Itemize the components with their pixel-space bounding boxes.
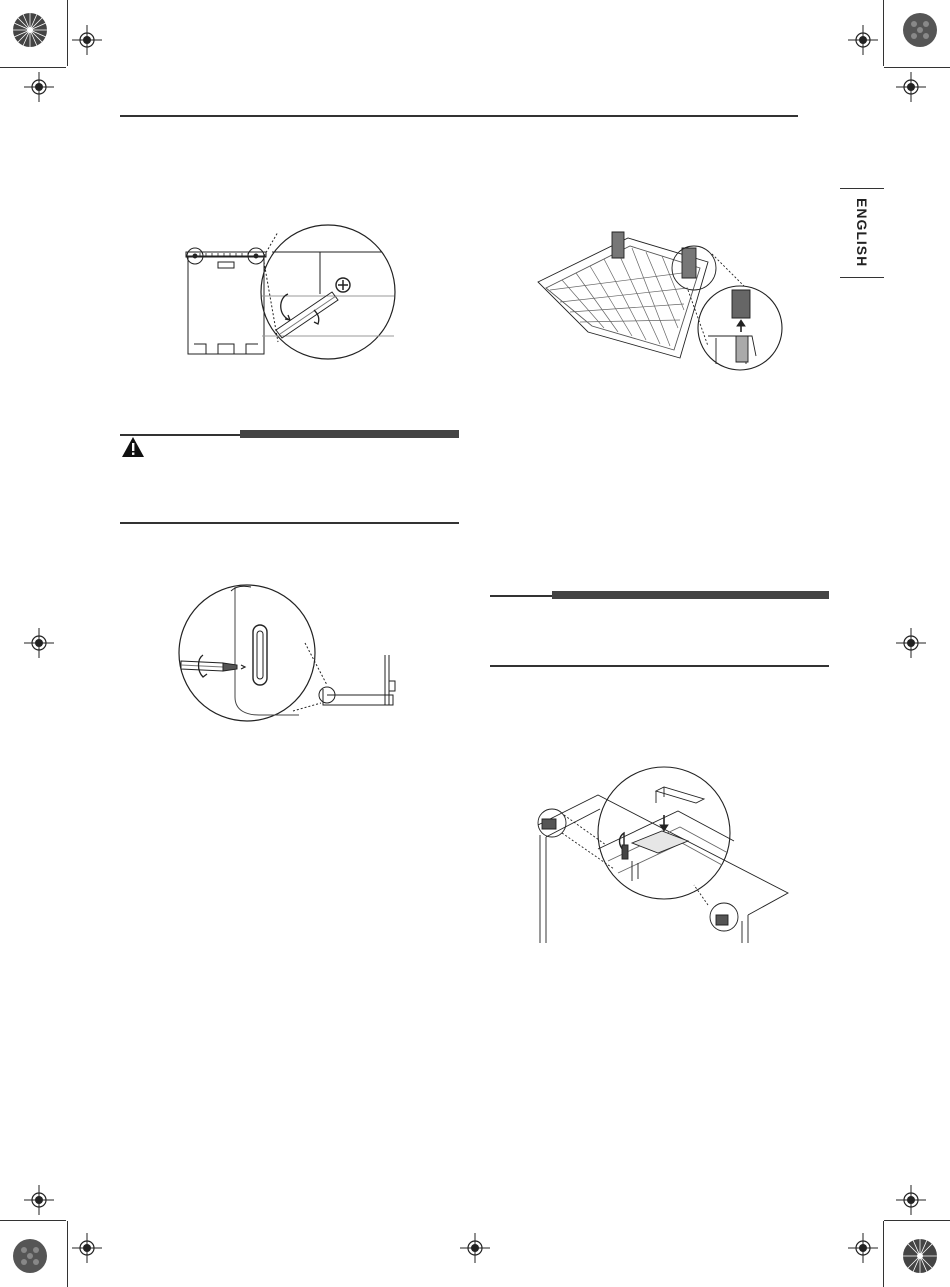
color-wheel-icon [12, 1238, 48, 1274]
caution-bar [240, 430, 459, 438]
color-wheel-icon [12, 12, 48, 48]
crosshair-icon [896, 1185, 926, 1215]
language-side-tab [840, 188, 884, 278]
figure-top-bracket-install [528, 765, 788, 945]
crop-line [884, 67, 950, 68]
crop-line [0, 1220, 66, 1221]
crosshair-icon [24, 1185, 54, 1215]
crosshair-icon [460, 1233, 490, 1263]
figure-bottom-bracket-screw [175, 585, 415, 725]
crosshair-icon [24, 72, 54, 102]
rotate-arrow-icon [281, 294, 290, 320]
crosshair-icon [24, 628, 54, 658]
crosshair-icon [896, 72, 926, 102]
caution-rule-bottom [120, 522, 459, 524]
crosshair-icon [72, 1233, 102, 1263]
crosshair-icon [848, 25, 878, 55]
screwdriver-icon [276, 292, 338, 338]
figure-rack-tab-removal [532, 228, 792, 370]
note-rule-top [490, 595, 552, 597]
crosshair-icon [72, 25, 102, 55]
crosshair-icon [848, 1233, 878, 1263]
language-label: ENGLISH [854, 198, 870, 268]
crop-line [0, 67, 66, 68]
color-wheel-icon [902, 12, 938, 48]
figure-tub-top-screws [180, 222, 400, 372]
note-rule-bottom [490, 665, 829, 667]
crop-line [883, 1221, 884, 1287]
note-bar [552, 591, 829, 599]
crop-line [67, 1221, 68, 1287]
crop-line [67, 0, 68, 66]
crosshair-icon [896, 628, 926, 658]
crop-line [883, 0, 884, 66]
warning-triangle-icon [121, 436, 145, 458]
crop-line [884, 1220, 950, 1221]
header-rule [120, 115, 798, 117]
color-wheel-icon [902, 1238, 938, 1274]
